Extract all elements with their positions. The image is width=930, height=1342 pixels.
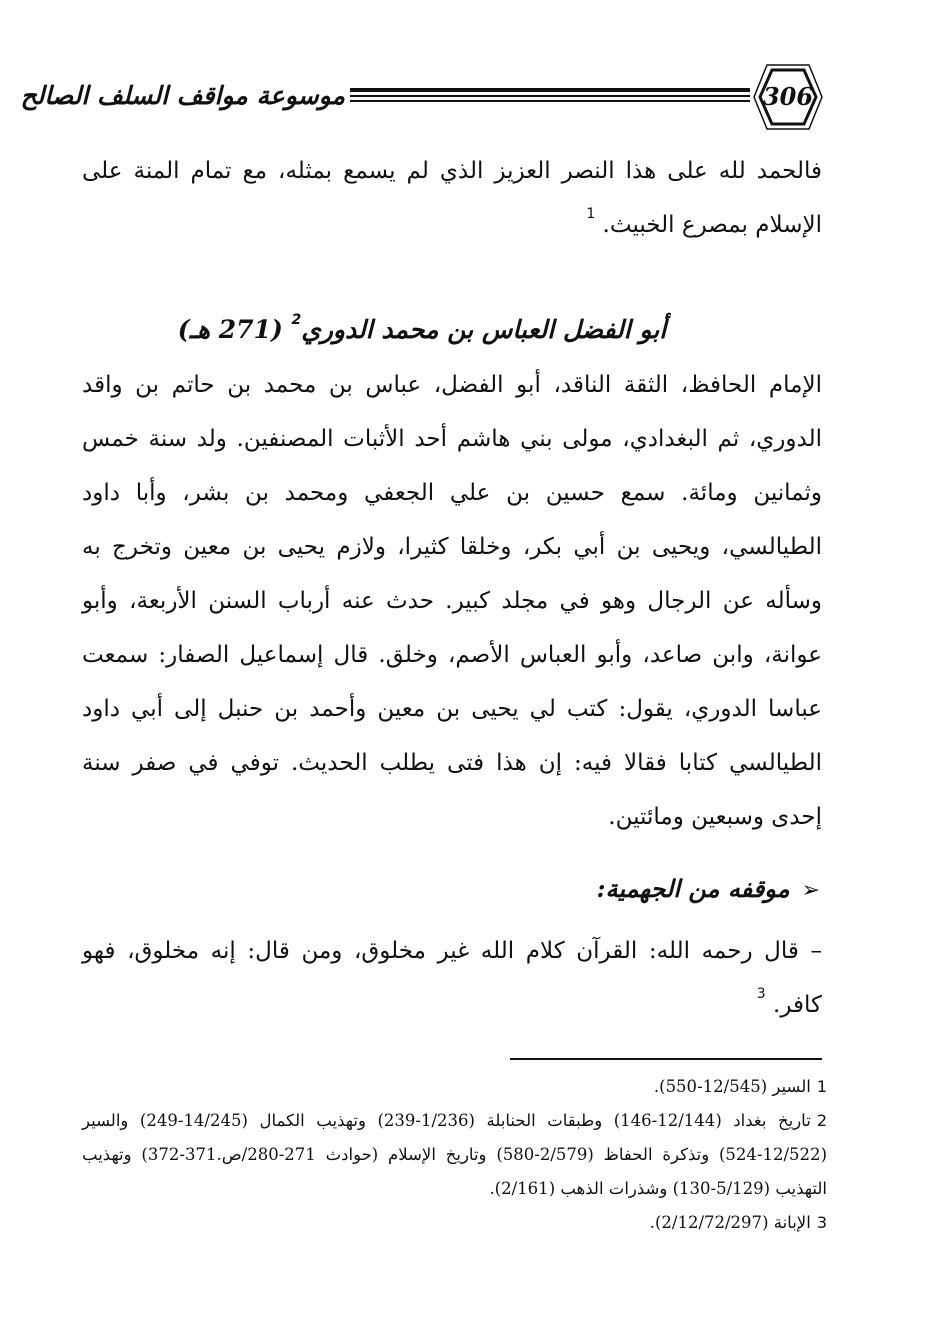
paragraph-intro xyxy=(82,144,822,252)
section-title-name: أبو الفضل العباس بن محمد الدوري xyxy=(301,315,667,344)
footnote-ref-1: 1 xyxy=(586,206,596,222)
series-title: موسوعة مواقف السلف الصالح xyxy=(20,81,345,110)
paragraph-biography: الإمام الحافظ، الثقة الناقد، أبو الفضل، عباس بن محمد بن حاتم بن واقد الدوري، ثم البغدادي، مولى بني هاشم أحد الأثبات المصنفين. ولد سنة خمس وثمانين ومائة. سمع حسين بن علي الجعفي ومحمد بن بشر، وأبا داود الطيالسي، ويحيى بن أبي بكر، وخلقا كثيرا، ولازم يحيى بن معين وتخرج به وسأله عن الرجال وهو في مجلد كبير. حدث عنه أرباب السنن الأربعة، وأبو عوانة، وابن صاعد، وأبو العباس الأصم، وخلق. قال إسماعيل الصفار: سمعت عباسا الدوري، يقول: كتب لي يحيى بن معين وأحمد بن حنبل إلى أبي داود الطيالسي كتابا فقالا فيه: إن هذا فتى يطلب الحديث. توفي في صفر سنة إحدى وسبعين ومائتين. xyxy=(82,372,823,830)
footnote-text: الإبانة (2/12/72/297). xyxy=(649,1213,811,1232)
footnote-number: 2 xyxy=(816,1111,827,1130)
footnote-number: 1 xyxy=(816,1077,827,1096)
section-title xyxy=(82,310,762,350)
page-number-badge xyxy=(750,62,826,132)
subheading xyxy=(220,864,820,916)
footnote-item xyxy=(82,1206,827,1240)
arrow-icon: ➢ xyxy=(801,878,820,903)
footnote-divider xyxy=(510,1058,822,1060)
section-title-year: (271 هـ) xyxy=(177,315,283,344)
page-header xyxy=(20,62,840,132)
footnote-number: 3 xyxy=(816,1213,827,1232)
footnote-text: السير (12/545-550). xyxy=(653,1077,811,1096)
footnote-ref-3: 3 xyxy=(756,986,766,1002)
subheading-text: موقفه من الجهمية: xyxy=(596,874,790,903)
footnote-text: تاريخ بغداد (12/144-146) وطبقات الحنابلة (1/236-239) وتهذيب الكمال (14/245-249) والسير (12/522-524) وتذكرة الحفاظ (2/579-580) وتاريخ الإسلام (حوادث 271-280/ص.371-372) وتهذيب التهذيب (5/129-130) وشذرات الذهب (2/161). xyxy=(82,1111,827,1198)
footnotes xyxy=(82,1070,827,1240)
header-rule xyxy=(350,88,750,102)
page-number: 306 xyxy=(762,82,814,111)
footnote-item xyxy=(82,1070,827,1104)
paragraph-intro-text: فالحمد لله على هذا النصر العزيز الذي لم يسمع بمثله، مع تمام المنة على الإسلام بمصرع الخبيث. xyxy=(82,158,822,238)
footnote-ref-2: 2 xyxy=(291,312,302,328)
paragraph-quote xyxy=(82,924,822,1032)
paragraph-quote-text: – قال رحمه الله: القرآن كلام الله غير مخلوق، ومن قال: إنه مخلوق، فهو كافر. xyxy=(82,938,822,1018)
footnote-item xyxy=(82,1104,827,1206)
